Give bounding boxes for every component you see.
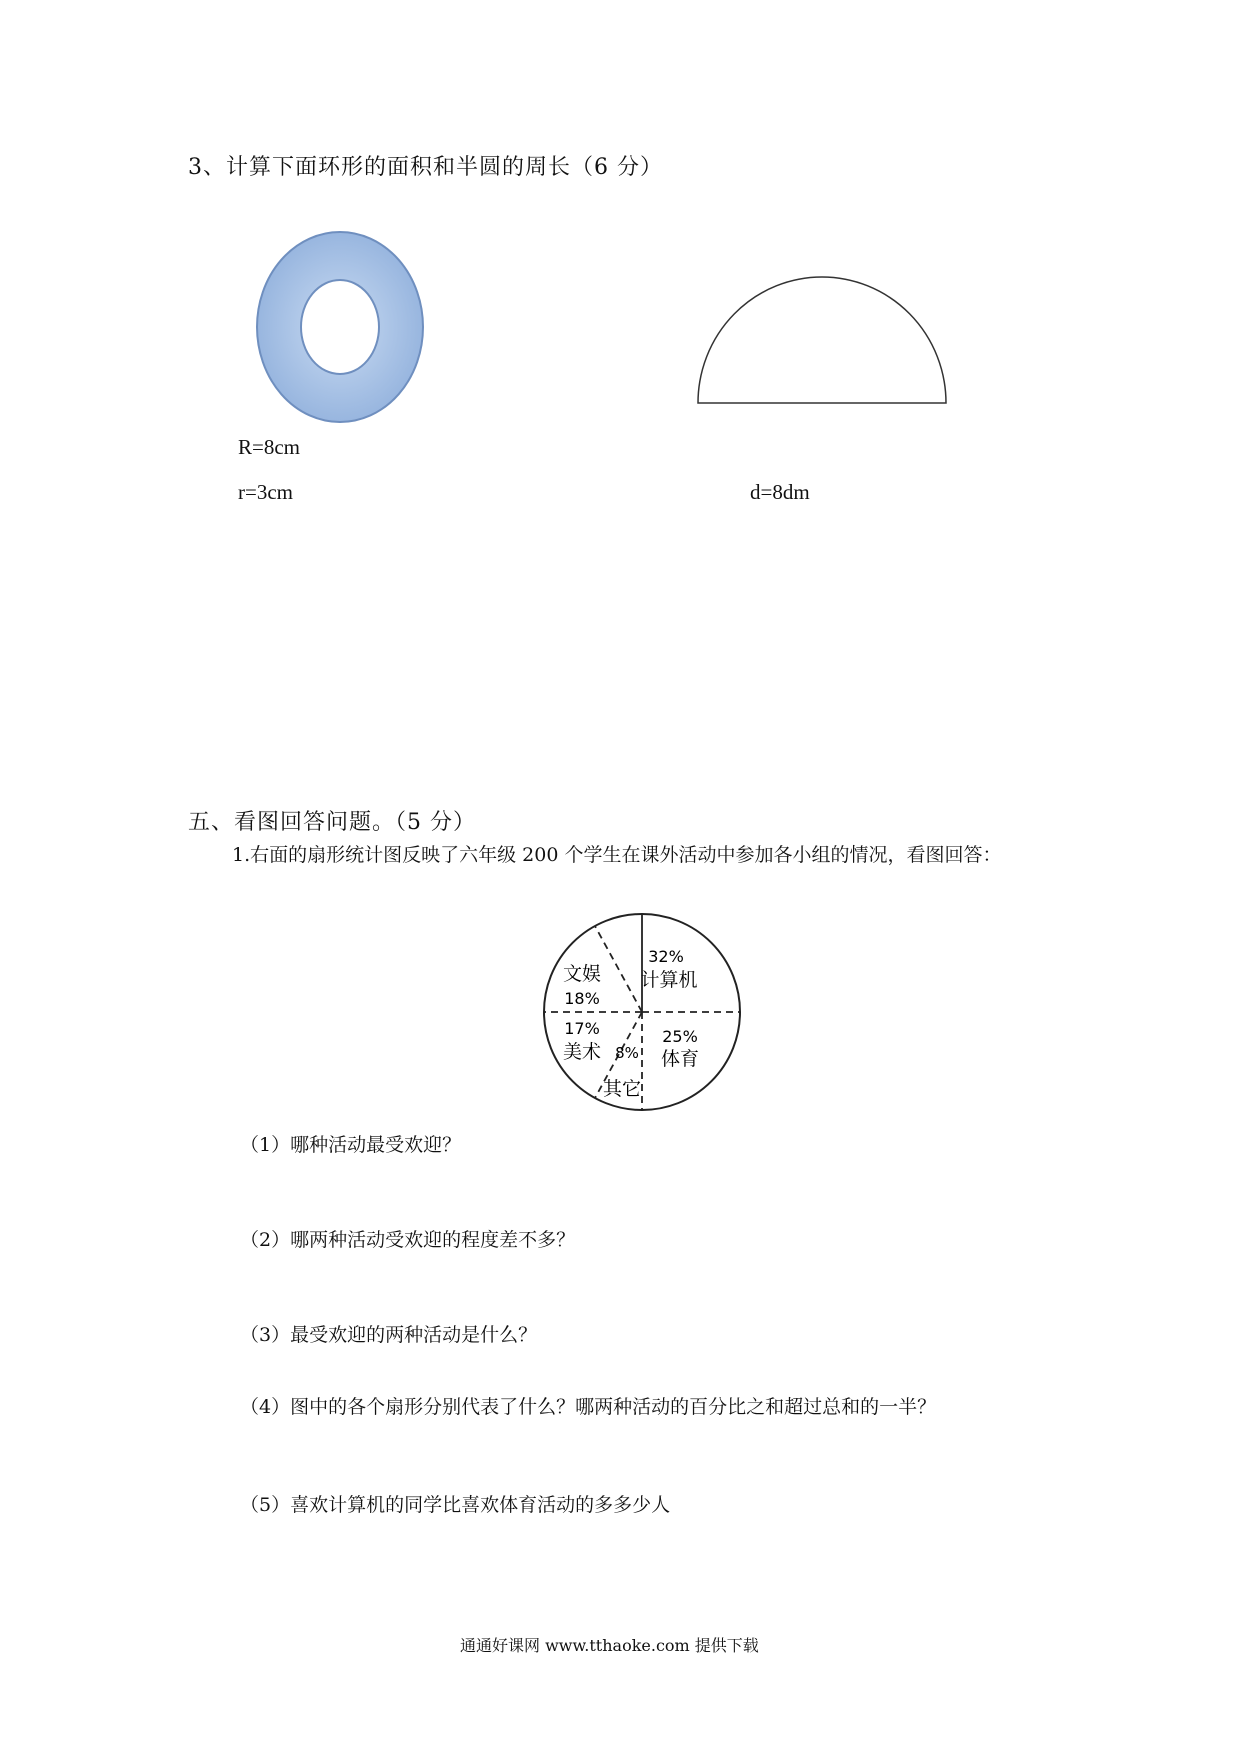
ring-figure: [250, 225, 430, 430]
ring-inner-circle: [301, 280, 379, 374]
question-3: （3）最受欢迎的两种活动是什么？: [240, 1324, 538, 1346]
ring-outer-radius-label: R=8cm: [238, 435, 301, 459]
pie-label-computer-name: 计算机: [640, 969, 698, 991]
question-2: （2）哪两种活动受欢迎的程度差不多？: [240, 1229, 576, 1251]
semicircle-diameter-label: d=8dm: [750, 480, 810, 504]
pie-label-other-name: 其它: [602, 1078, 642, 1100]
section-5-title: 五、看图回答问题。（5 分）: [188, 810, 476, 835]
pie-label-entertainment-pct: 18%: [564, 989, 600, 1008]
pie-label-sports-name: 体育: [660, 1048, 700, 1070]
ring-inner-radius-label: r=3cm: [238, 480, 293, 504]
pie-chart: [540, 910, 750, 1115]
semicircle-figure: [690, 248, 960, 408]
section-5-intro: 1.右面的扇形统计图反映了六年级 200 个学生在课外活动中参加各小组的情况，看图回答：: [232, 844, 1002, 866]
pie-label-other-pct: 8%: [615, 1044, 639, 1062]
pie-label-computer-pct: 32%: [648, 947, 684, 966]
question-1: （1）哪种活动最受欢迎？: [240, 1134, 462, 1156]
pie-label-sports-pct: 25%: [662, 1027, 698, 1046]
section-3-title: 3、计算下面环形的面积和半圆的周长（6 分）: [188, 155, 663, 180]
pie-label-entertainment-name: 文娱: [562, 963, 602, 985]
pie-label-art-pct: 17%: [564, 1019, 600, 1038]
pie-label-art-name: 美术: [562, 1041, 602, 1063]
question-5: （5）喜欢计算机的同学比喜欢体育活动的多多少人: [240, 1494, 671, 1516]
footer-text: 通通好课网 www.tthaoke.com 提供下载: [460, 1636, 759, 1655]
question-4: （4）图中的各个扇形分别代表了什么？哪两种活动的百分比之和超过总和的一半？: [240, 1396, 937, 1418]
